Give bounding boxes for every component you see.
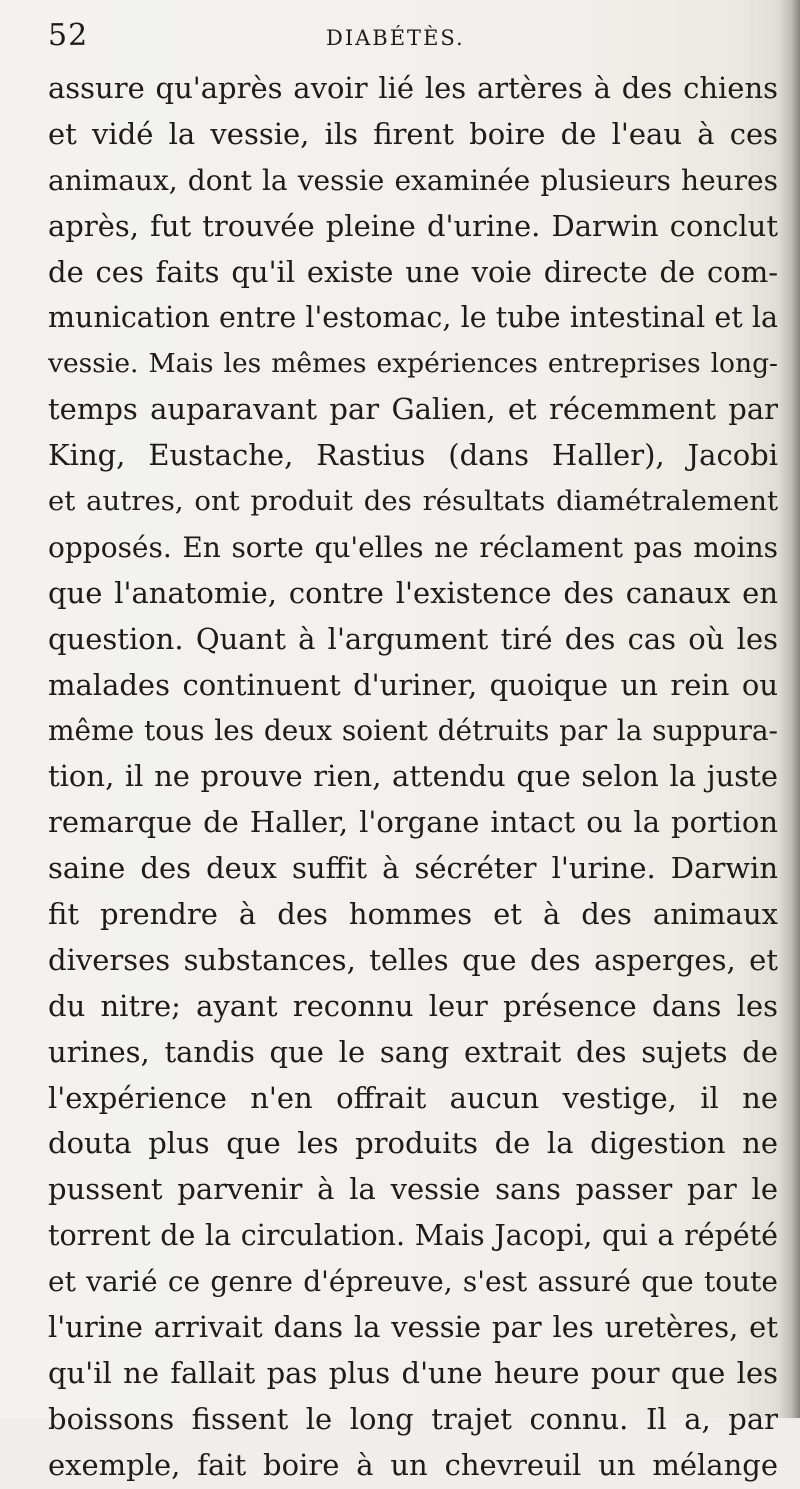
- text-line: exemple, fait boire à un chevreuil un mélange: [48, 1447, 778, 1482]
- text-line: remarque de Haller, l'organe intact ou la portion: [48, 805, 778, 840]
- text-line: urines, tandis que le sang extrait des sujets de: [48, 1034, 778, 1069]
- text-line: douta plus que les produits de la digestion ne: [48, 1126, 778, 1161]
- page-header: [48, 18, 768, 58]
- text-line: munication entre l'estomac, le tube intestinal et la: [48, 301, 778, 335]
- text-line: King, Eustache, Rastius (dans Haller), Jacobi: [48, 438, 778, 473]
- text-line: fit prendre à des hommes et à des animaux: [48, 897, 778, 932]
- text-line: et autres, ont produit des résultats diamétralement: [48, 485, 778, 518]
- text-line: après, fut trouvée pleine d'urine. Darwin conclut: [48, 208, 778, 243]
- text-line: tion, il ne prouve rien, attendu que selon la juste: [48, 759, 778, 794]
- page-number: 52: [48, 18, 89, 53]
- text-line: et vidé la vessie, ils firent boire de l'eau à ces: [48, 116, 778, 151]
- text-line: malades continuent d'uriner, quoique un rein ou: [48, 667, 778, 702]
- text-line: boissons fissent le long trajet connu. Il a, par: [48, 1401, 778, 1436]
- text-line: assure qu'après avoir lié les artères à des chiens: [48, 71, 778, 105]
- text-line: opposés. En sorte qu'elles ne réclament pas moins: [48, 530, 778, 564]
- text-line: et varié ce genre d'épreuve, s'est assuré que toute: [48, 1265, 778, 1299]
- text-line: torrent de la circulation. Mais Jacopi, qui a répété: [48, 1219, 778, 1253]
- text-line: question. Quant à l'argument tiré des cas où les: [48, 621, 778, 656]
- text-line: pussent parvenir à la vessie sans passer par le: [48, 1172, 778, 1207]
- text-line: l'expérience n'en offrait aucun vestige, il ne: [48, 1080, 778, 1115]
- page-edge-shadow: [778, 0, 800, 1418]
- body-text: [48, 66, 778, 1489]
- running-head: DIABÉTÈS.: [326, 26, 465, 50]
- text-line: du nitre; ayant reconnu leur présence dans les: [48, 988, 778, 1023]
- text-line: saine des deux suffit à sécréter l'urine. Darwin: [48, 851, 778, 886]
- text-line: animaux, dont la vessie examinée plusieurs heures: [48, 163, 778, 197]
- text-line: même tous les deux soient détruits par la suppura-: [48, 714, 778, 748]
- text-line: diverses substances, telles que des asperges, et: [48, 942, 778, 977]
- text-line: l'urine arrivait dans la vessie par les uretères, et: [48, 1310, 778, 1345]
- text-line: vessie. Mais les mêmes expériences entreprises long-: [48, 348, 778, 380]
- text-line: temps auparavant par Galien, et récemment par: [48, 392, 778, 427]
- text-line: qu'il ne fallait pas plus d'une heure pour que les: [48, 1355, 778, 1390]
- text-line: de ces faits qu'il existe une voie directe de com-: [48, 254, 778, 289]
- text-line: que l'anatomie, contre l'existence des canaux en: [48, 575, 778, 610]
